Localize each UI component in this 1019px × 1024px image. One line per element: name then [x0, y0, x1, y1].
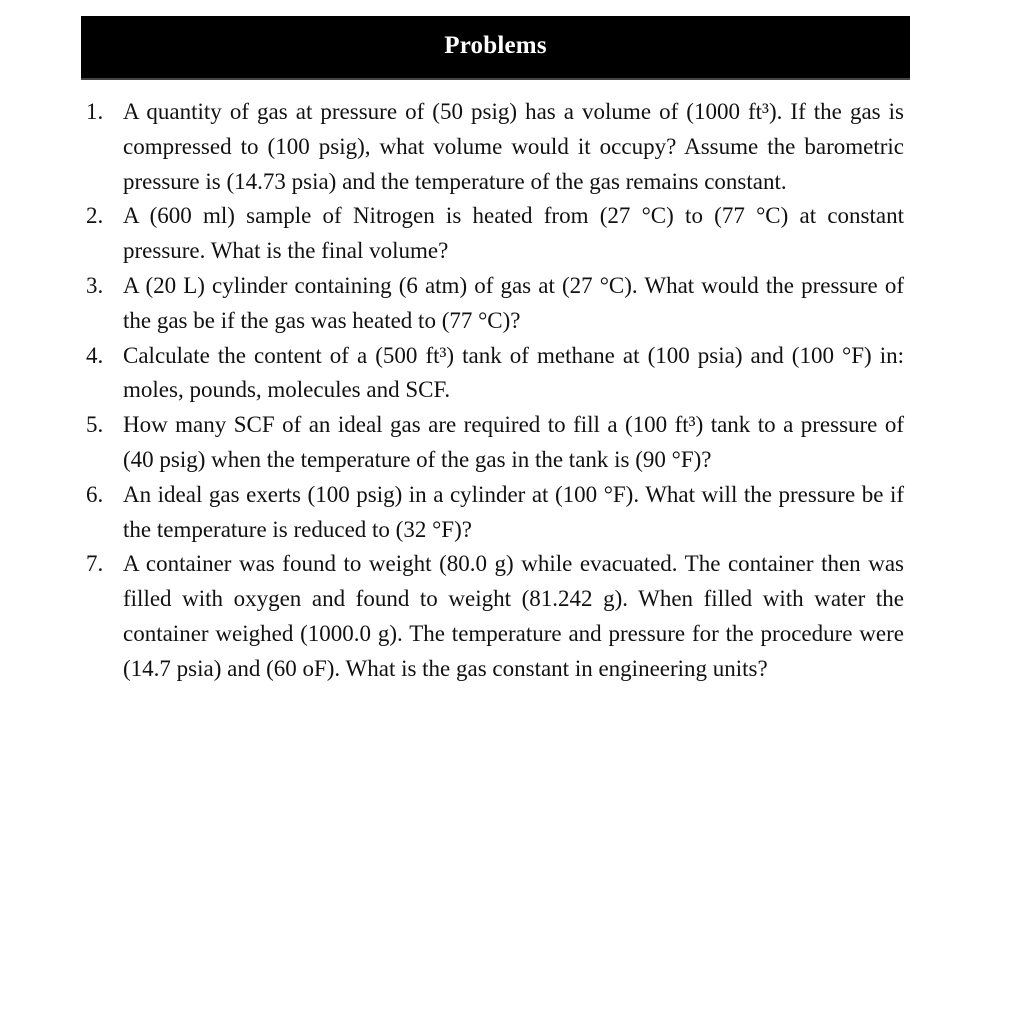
problem-text: A container was found to weight (80.0 g) while evacuated. The container then was filled with oxygen and found to weight (81.242 g). When filled with water the container weighed (1000.0 g). The temperature and pressure for the procedure were (14.7 psia) and (60 oF). What is the gas constant in engineering units? [123, 551, 904, 681]
problem-number: 1. [86, 99, 104, 124]
problem-item [84, 408, 904, 478]
problem-number: 7. [86, 551, 104, 577]
problem-number: 5. [86, 412, 104, 438]
problem-item [84, 199, 904, 269]
problem-item [84, 269, 904, 339]
problem-text: How many SCF of an ideal gas are required to fill a (100 ft³) tank to a pressure of (40 psig) when the temperature of the gas in the tank is (90 °F)? [123, 412, 904, 472]
problem-item [84, 95, 904, 199]
problem-number: 6. [86, 481, 104, 507]
problem-list [84, 95, 904, 687]
problem-item [84, 547, 904, 686]
problem-number: 2. [86, 203, 104, 229]
problem-text: Calculate the content of a (500 ft³) tank of methane at (100 psia) and (100 °F) in: moles, pounds, molecules and SCF. [123, 342, 904, 403]
problem-text: A (20 L) cylinder containing (6 atm) of gas at (27 °C). What would the pressure of the gas be if the gas was heated to (77 °C)? [123, 272, 904, 333]
problem-text: A (600 ml) sample of Nitrogen is heated from (27 °C) to (77 °C) at constant pressure. What is the final volume? [123, 203, 904, 264]
problem-number: 3. [86, 272, 104, 298]
problem-number: 4. [86, 342, 104, 368]
page-title: Problems [444, 32, 547, 59]
problem-item [84, 478, 904, 548]
problem-text: An ideal gas exerts (100 psig) in a cylinder at (100 °F). What will the pressure be if the temperature is reduced to (32 °F)? [123, 481, 904, 542]
problem-text: A quantity of gas at pressure of (50 psig) has a volume of (1000 ft³). If the gas is compressed to (100 psig), what volume would it occupy? Assume the barometric pressure is (14.73 psia) and the temperature of the gas remains constant. [123, 99, 904, 194]
title-banner [81, 16, 910, 80]
problem-item [84, 339, 904, 409]
